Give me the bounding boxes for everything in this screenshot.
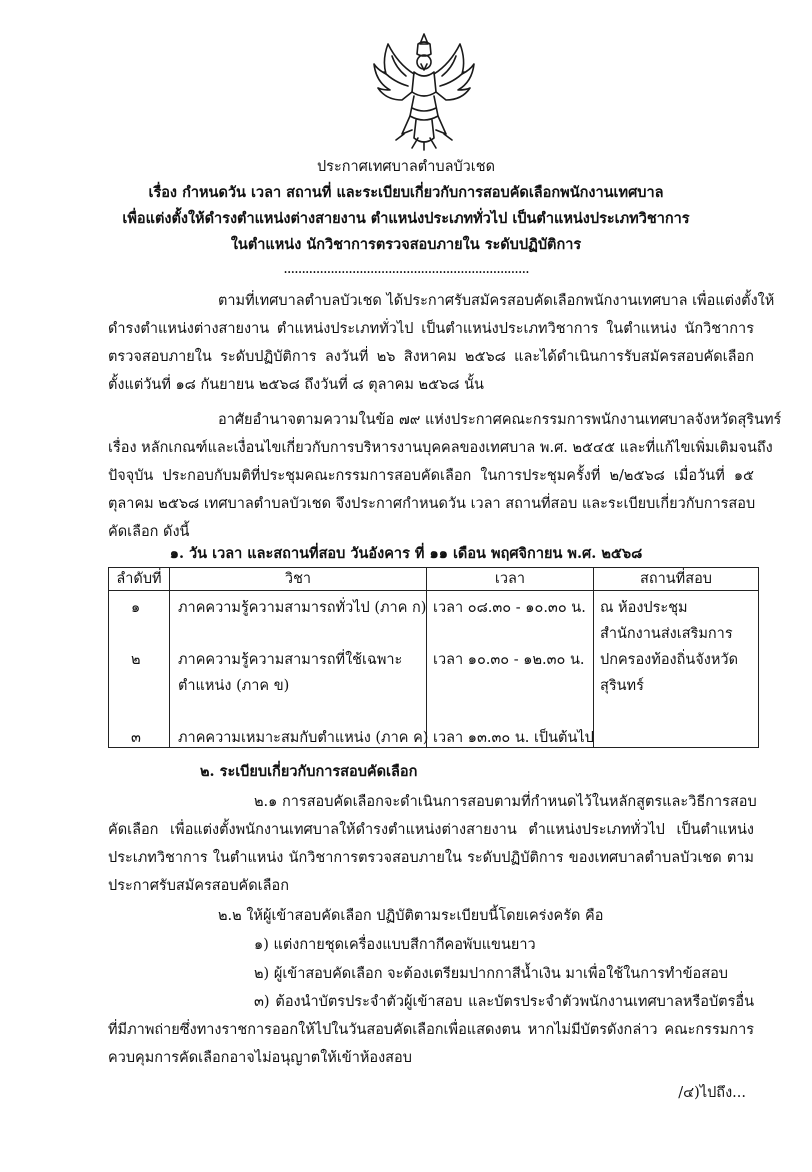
paragraph-line: ตรวจสอบภายใน ระดับปฏิบัติการ ลงวันที่ ๒๖ สิงหาคม ๒๕๖๘ และได้ดำเนินการรับสมัครสอบคัดเลือก [108, 349, 754, 365]
garuda-emblem-icon [368, 30, 480, 152]
separator: .................................................................... [283, 261, 529, 277]
continuation-note: /๔)ไปถึง... [678, 1085, 746, 1101]
subject-line: เรื่อง กำหนดวัน เวลา สถานที่ และระเบียบเกี่ยวกับการสอบคัดเลือกพนักงานเทศบาล [148, 184, 664, 201]
place-text: ณ ห้องประชุม [600, 600, 688, 616]
table-row [109, 591, 759, 748]
time-text: เวลา ๑๐.๓๐ - ๑๒.๓๐ น. [433, 652, 585, 668]
subject-line: ในตำแหน่ง นักวิชาการตรวจสอบภายใน ระดับปฏิบัติการ [230, 236, 582, 253]
subject-line: เพื่อแต่งตั้งให้ดำรงตำแหน่งต่างสายงาน ตำแหน่งประเภททั่วไป เป็นตำแหน่งประเภทวิชาการ [122, 210, 690, 227]
place-text: ปกครองท้องถิ่นจังหวัด [600, 652, 738, 668]
paragraph-line: ตุลาคม ๒๕๖๘ เทศบาลตำบลบัวเชด จึงประกาศกำหนดวัน เวลา สถานที่สอบ และระเบียบเกี่ยวกับการสอบ [108, 496, 756, 512]
order-number: ๓ [131, 730, 141, 746]
column-header: วิชา [170, 568, 427, 591]
order-number: ๑ [131, 600, 141, 616]
order-number: ๒ [131, 652, 141, 668]
paragraph-line: ตั้งแต่วันที่ ๑๘ กันยายน ๒๕๖๘ ถึงวันที่ ๘ ตุลาคม ๒๕๖๘ นั้น [108, 377, 484, 393]
subject-text: ภาคความรู้ความสามารถทั่วไป (ภาค ก) [178, 600, 427, 616]
paragraph-line: ตามที่เทศบาลตำบลบัวเชด ได้ประกาศรับสมัครสอบคัดเลือกพนักงานเทศบาล เพื่อแต่งตั้งให้ [218, 293, 775, 309]
subject-text: ภาคความเหมาะสมกับตำแหน่ง (ภาค ค) [178, 730, 429, 746]
paragraph-line: ที่มีภาพถ่ายซึ่งทางราชการออกให้ไปในวันสอบคัดเลือกเพื่อแสดงตน หากไม่มีบัตรดังกล่าว คณะกรรมการ [108, 1022, 754, 1038]
place-text: สำนักงานส่งเสริมการ [600, 626, 733, 642]
paragraph-line: ควบคุมการคัดเลือกอาจไม่อนุญาตให้เข้าห้องสอบ [108, 1050, 412, 1066]
place-cell [594, 591, 759, 748]
paragraph-line: ๒.๒ ให้ผู้เข้าสอบคัดเลือก ปฏิบัติตามระเบียบนี้โดยเคร่งครัด คือ [218, 908, 604, 924]
place-text: สุรินทร์ [600, 678, 644, 694]
column-header: สถานที่สอบ [594, 568, 759, 591]
section-heading: ๒. ระเบียบเกี่ยวกับการสอบคัดเลือก [200, 763, 418, 780]
paragraph-line: ๒.๑ การสอบคัดเลือกจะดำเนินการสอบตามที่กำหนดไว้ในหลักสูตรและวิธีการสอบ [254, 794, 757, 810]
paragraph-line: ประเภทวิชาการ ในตำแหน่ง นักวิชาการตรวจสอบภายใน ระดับปฏิบัติการ ของเทศบาลตำบลบัวเชด ตาม [108, 850, 754, 866]
paragraph-line: คัดเลือก ดังนี้ [108, 524, 190, 540]
section-heading: ๑. วัน เวลา และสถานที่สอบ วันอังคาร ที่ ๑๑ เดือน พฤศจิกายน พ.ศ. ๒๕๖๘ [169, 545, 643, 562]
paragraph-line: อาศัยอำนาจตามความในข้อ ๗๙ แห่งประกาศคณะกรรมการพนักงานเทศบาลจังหวัดสุรินทร์ [218, 412, 782, 428]
list-item: ๒) ผู้เข้าสอบคัดเลือก จะต้องเตรียมปากกาสีน้ำเงิน มาเพื่อใช้ในการทำข้อสอบ [254, 966, 728, 982]
time-text: เวลา ๐๘.๓๐ - ๑๐.๓๐ น. [433, 600, 586, 616]
list-item: ๓) ต้องนำบัตรประจำตัวผู้เข้าสอบ และบัตรประจำตัวพนักงานเทศบาลหรือบัตรอื่น [254, 994, 754, 1010]
paragraph-line: ประกาศรับสมัครสอบคัดเลือก [108, 878, 290, 894]
paragraph-line: เรื่อง หลักเกณฑ์และเงื่อนไขเกี่ยวกับการบริหารงานบุคคลของเทศบาล พ.ศ. ๒๕๔๕ และที่แก้ไขเพิ่มเติมจนถึง [108, 440, 773, 456]
time-text: เวลา ๑๓.๓๐ น. เป็นต้นไป [433, 730, 594, 746]
table-header-row [109, 568, 759, 591]
list-item: ๑) แต่งกายชุดเครื่องแบบสีกากีคอพับแขนยาว [254, 937, 536, 953]
time-cell [427, 591, 594, 748]
column-header: เวลา [427, 568, 594, 591]
subject-text: ตำแหน่ง (ภาค ข) [178, 678, 290, 694]
column-header: ลำดับที่ [109, 568, 170, 591]
paragraph-line: คัดเลือก เพื่อแต่งตั้งพนักงานเทศบาลให้ดำรงตำแหน่งต่างสายงาน ตำแหน่งประเภททั่วไป เป็นตำแหน่ง [108, 822, 754, 838]
order-cell [109, 591, 170, 748]
subject-cell [170, 591, 427, 748]
subject-text: ภาคความรู้ความสามารถที่ใช้เฉพาะ [178, 652, 403, 668]
paragraph-line: ปัจจุบัน ประกอบกับมติที่ประชุมคณะกรรมการสอบคัดเลือก ในการประชุมครั้งที่ ๒/๒๕๖๘ เมื่อวันที่ ๑๕ [108, 468, 754, 484]
paragraph-line: ดำรงตำแหน่งต่างสายงาน ตำแหน่งประเภททั่วไป เป็นตำแหน่งประเภทวิชาการ ในตำแหน่ง นักวิชาการ [108, 321, 754, 337]
exam-schedule-table [108, 567, 759, 748]
announcement-title: ประกาศเทศบาลตำบลบัวเชด [316, 159, 496, 175]
